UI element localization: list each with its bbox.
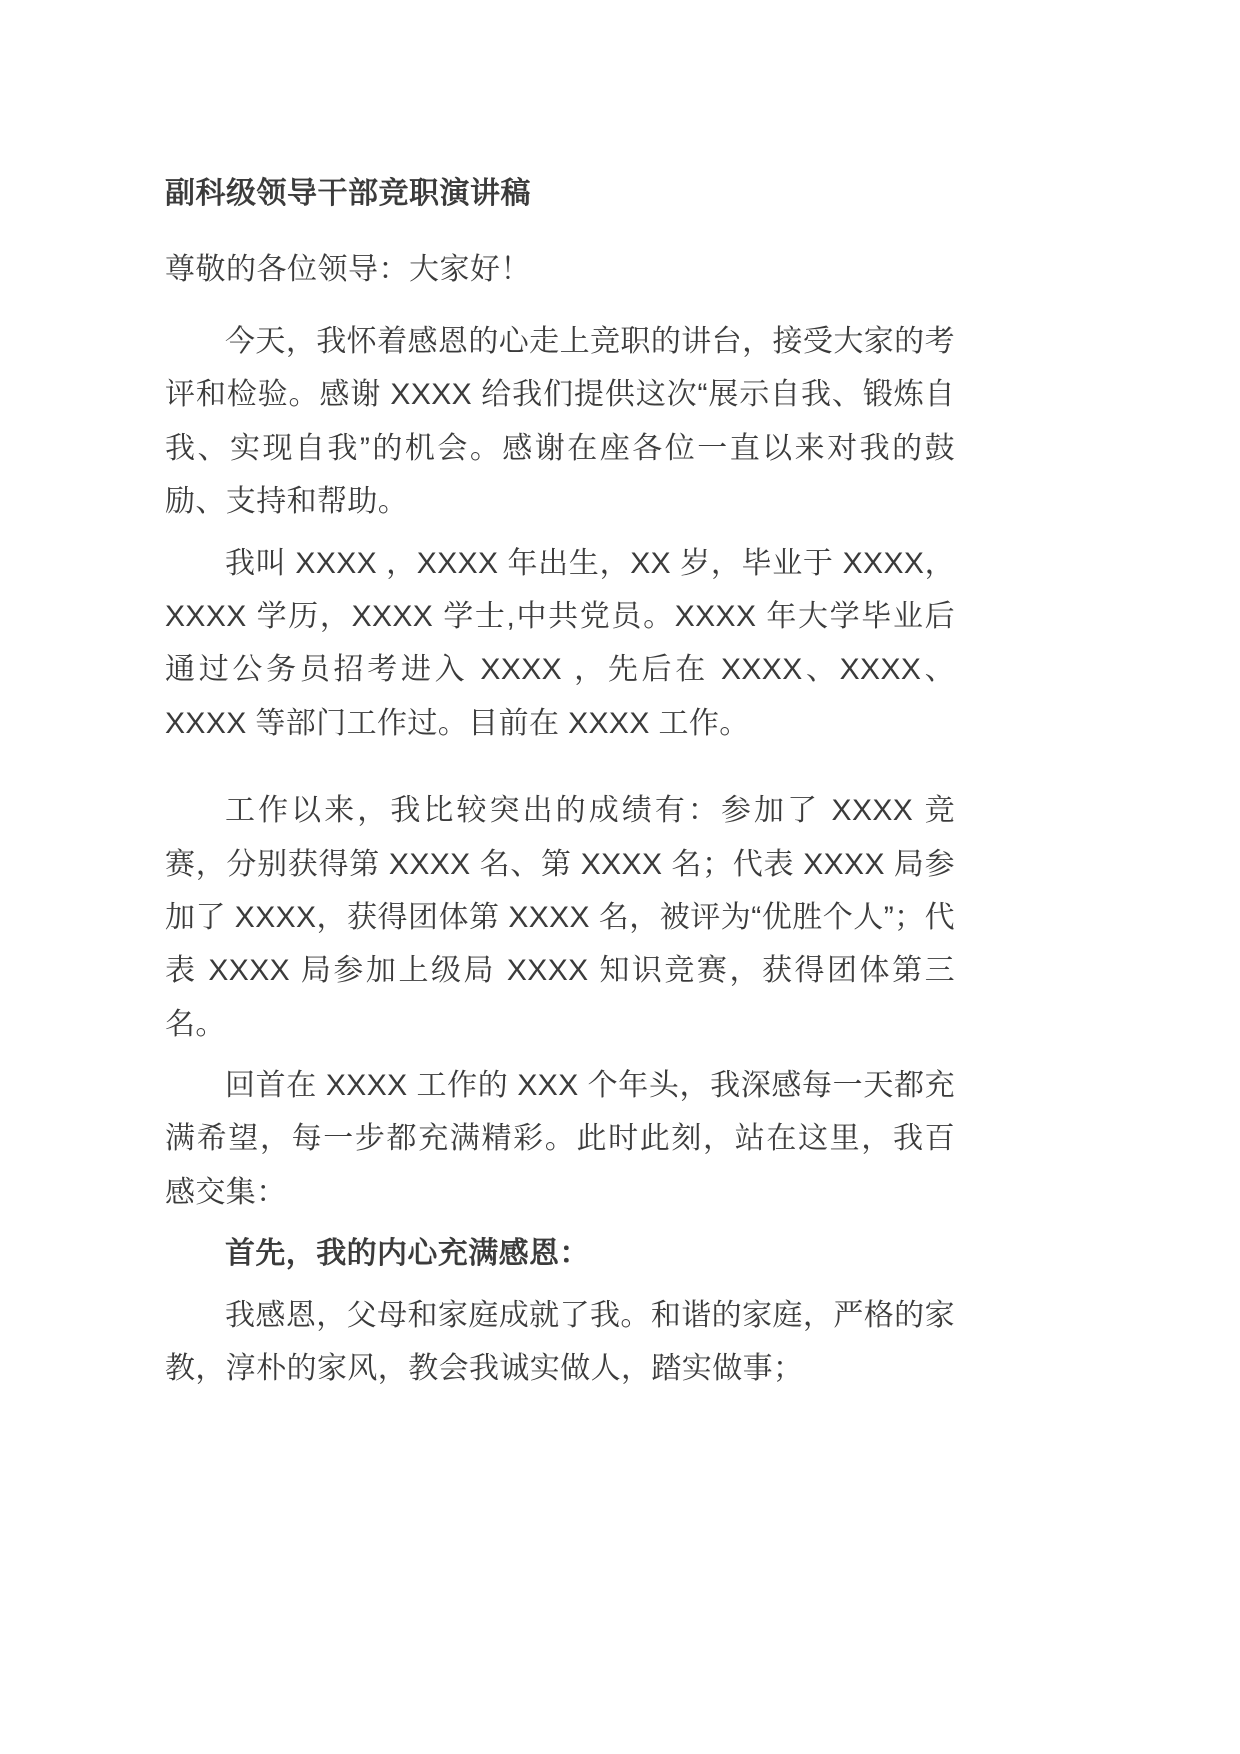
paragraph-3: 工作以来，我比较突出的成绩有：参加了 XXXX 竞赛，分别获得第 XXXX 名、第 XXXX 名；代表 XXXX 局参加了 XXXX，获得团体第 XXXX 名，被评为“优胜个人”；代表 XXXX 局参加上级局 XXXX 知识竞赛，获得团体第三名。 <box>165 794 955 1041</box>
document-body <box>165 172 955 1403</box>
paragraph-6: 我感恩，父母和家庭成就了我。和谐的家庭，严格的家教，淳朴的家风，教会我诚实做人，踏实做事； <box>165 1298 955 1386</box>
salutation-line: 尊敬的各位领导：大家好！ <box>165 252 531 286</box>
paragraph-2: 我叫 XXXX ，XXXX 年出生，XX 岁，毕业于 XXXX，XXXX 学历，XXXX 学士,中共党员。XXXX 年大学毕业后通过公务员招考进入 XXXX ，先后在 XXXX、XXXX、XXXX 等部门工作过。目前在 XXXX 工作。 <box>165 546 955 740</box>
paragraph-1: 今天，我怀着感恩的心走上竞职的讲台，接受大家的考评和检验。感谢 XXXX 给我们提供这次“展示自我、锻炼自我、实现自我”的机会。感谢在座各位一直以来对我的鼓励、支持和帮助。 <box>165 325 955 519</box>
paragraph-4: 回首在 XXXX 工作的 XXX 个年头，我深感每一天都充满希望，每一步都充满精彩。此时此刻，站在这里，我百感交集： <box>165 1069 955 1209</box>
paragraph-5-heading: 首先，我的内心充满感恩： <box>225 1237 590 1271</box>
page-title: 副科级领导干部竞职演讲稿 <box>165 177 531 210</box>
paragraph-gap <box>165 758 955 784</box>
